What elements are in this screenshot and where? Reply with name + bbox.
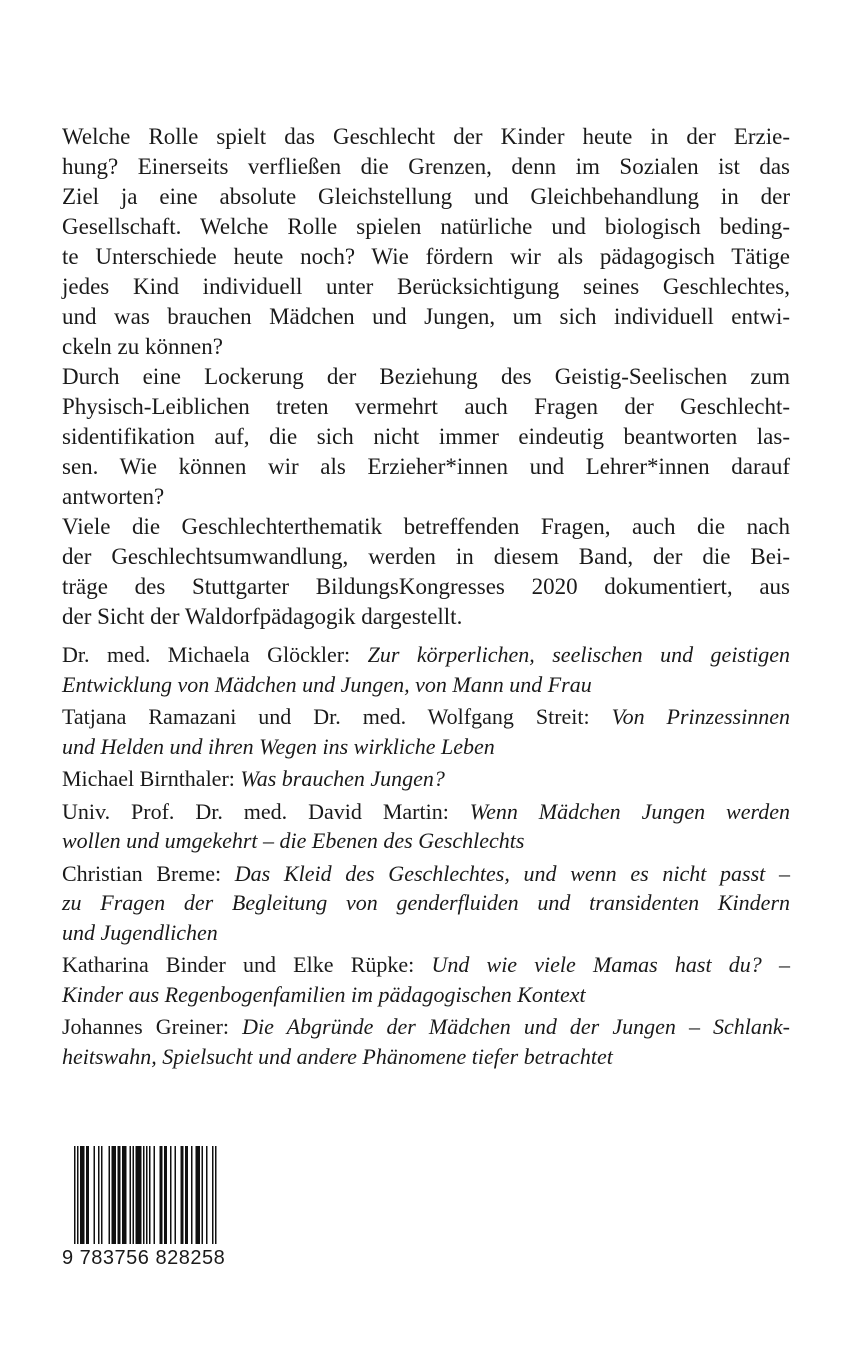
contribution-entry [62,1012,790,1071]
contribution-title: zu Fragen der Begleitung von genderfluiden und transidenten Kindern [62,890,790,915]
text-line: hung? Einerseits verfließen die Grenzen, denn im Sozialen ist das [62,154,790,179]
barcode-bar [181,1146,183,1244]
text-line: Gesellschaft. Welche Rolle spielen natürliche und biologisch beding- [62,214,790,239]
barcode-bar [77,1146,79,1244]
barcode-bar [98,1146,100,1244]
text-line: Physisch-Leiblichen treten vermehrt auch Fragen der Geschlecht- [62,394,790,419]
barcode-bar [124,1146,126,1244]
barcode-bar [88,1146,90,1244]
text-line: und was brauchen Mädchen und Jungen, um sich individuell entwi- [62,304,790,329]
contribution-author: Katharina Binder und Elke Rüpke: [62,952,432,977]
contribution-author: Christian Breme: [62,860,235,886]
text-line: Ziel ja eine absolute Gleichstellung und Gleichbehandlung in der [62,184,790,209]
barcode-bar [136,1146,138,1244]
barcode-bar [130,1146,132,1244]
contribution-author: Michael Birnthaler: [62,766,241,791]
barcode-bar [86,1146,88,1244]
contribution-entry [62,950,790,1009]
barcode-bar [80,1146,82,1244]
contribution-author: Tatjana Ramazani und Dr. med. Wolfgang Streit: [62,704,612,729]
contributions-list [62,640,790,1074]
barcode-bar [170,1146,172,1244]
barcode-bar [94,1146,96,1244]
text-line: Durch eine Lockerung der Beziehung des Geistig-Seelischen zum [62,364,790,389]
barcode-bar [202,1146,204,1244]
contribution-entry [62,640,790,699]
contribution-title: Und wie viele Mamas hast du? – [431,952,790,977]
blurb-paragraph [62,512,790,632]
barcode-bar [122,1146,124,1244]
barcode-bar [154,1146,156,1244]
barcode-bar [143,1146,145,1244]
entry-line [62,980,790,1010]
barcode-bar [199,1146,201,1244]
entry-line [62,888,790,918]
contribution-title: Wenn Mädchen Jungen werden [469,798,791,824]
barcode-bar [215,1146,217,1244]
barcode-bar [139,1146,141,1244]
barcode-bar [164,1146,166,1244]
contribution-title: Entwicklung von Mädchen und Jungen, von Mann und Frau [62,671,592,697]
entry-line [62,797,790,827]
text-line: träge des Stuttgarter BildungsKongresses 2020 dokumentiert, aus [62,574,790,599]
contribution-title: Was brauchen Jungen? [240,766,445,791]
contribution-title: Kinder aus Regenbogenfamilien im pädagogischen Kontext [62,981,586,1007]
text-line: sen. Wie können wir als Erzieher*innen und Lehrer*innen darauf [62,454,790,479]
entry-line [62,1012,790,1042]
text-line: der Sicht der Waldorfpädagogik dargestellt. [62,604,463,629]
isbn-number: 9 783756 828258 [62,1247,226,1269]
barcode-bar [74,1146,76,1244]
barcode-bar [197,1146,199,1244]
text-line: ckeln zu können? [62,334,223,359]
barcode-bar [206,1146,208,1244]
contribution-author: Univ. Prof. Dr. med. David Martin: [62,798,470,824]
barcode-bar [196,1146,198,1244]
barcode-bar [112,1146,114,1244]
contribution-title: und Jugendlichen [62,919,218,945]
contribution-entry [62,797,790,856]
contribution-entry [62,702,790,761]
blurb-paragraph [62,362,790,512]
barcode-bar [212,1146,214,1244]
barcode-bar [137,1146,139,1244]
barcode-bar [101,1146,103,1244]
contribution-author: Johannes Greiner: [62,1014,243,1039]
barcode-bar [185,1146,187,1244]
barcode-bar [118,1146,120,1244]
barcode-bar [82,1146,84,1244]
entry-line [62,732,790,762]
barcode-bar [109,1146,111,1244]
blurb-text [62,122,790,632]
contribution-title: wollen und umgekehrt – die Ebenen des Geschlechts [62,828,525,853]
entry-line [62,950,790,980]
barcode-bar [119,1146,121,1244]
entry-line [62,826,790,856]
barcode-bar [182,1146,184,1244]
entry-line [62,918,790,948]
barcode-bar [160,1146,162,1244]
contribution-title: Von Prinzessinnen [611,704,790,729]
barcode-bar [166,1146,168,1244]
blurb-paragraph [62,122,790,362]
barcode-bar [113,1146,115,1244]
barcode-bar [125,1146,127,1244]
text-line: antworten? [62,484,165,509]
contribution-title: heitswahn, Spielsucht und andere Phänomene tiefer betrachtet [62,1043,613,1069]
entry-line [62,702,790,732]
contribution-title: und Helden und ihren Wegen ins wirkliche Leben [62,733,495,759]
barcode-bar [149,1146,151,1244]
contribution-title: Das Kleid des Geschlechtes, und wenn es nicht passt – [234,860,790,886]
barcode-bar [140,1146,142,1244]
text-line: te Unterschiede heute noch? Wie fördern wir als pädagogisch Tätige [62,244,790,269]
text-line: der Geschlechtsumwandlung, werden in diesem Band, der die Bei- [62,544,790,569]
entry-line [62,670,790,700]
barcode-bar [133,1146,135,1244]
contribution-title: Zur körperlichen, seelischen und geistigen [367,642,790,667]
entry-line [62,1042,790,1072]
barcode-bar [187,1146,189,1244]
barcode-bar [175,1146,177,1244]
contribution-title: Die Abgründe der Mädchen und der Jungen – Schlank- [242,1014,791,1039]
text-line: jedes Kind individuell unter Berücksichtigung seines Geschlechtes, [62,274,790,299]
text-line: sidentifikation auf, die sich nicht immer eindeutig beantworten las- [62,424,790,449]
entry-line [62,764,790,794]
contribution-entry [62,764,790,794]
barcode-bar [115,1146,117,1244]
barcode-bar [83,1146,85,1244]
barcode-bar [161,1146,163,1244]
isbn-barcode [74,1146,224,1246]
barcode-bar [191,1146,193,1244]
contribution-author: Dr. med. Michaela Glöckler: [62,642,368,667]
entry-line [62,859,790,889]
text-line: Welche Rolle spielt das Geschlecht der Kinder heute in der Erzie- [62,124,790,149]
contribution-entry [62,859,790,948]
text-line: Viele die Geschlechterthematik betreffenden Fragen, auch die nach [62,514,790,539]
entry-line [62,640,790,670]
barcode-bar [146,1146,148,1244]
